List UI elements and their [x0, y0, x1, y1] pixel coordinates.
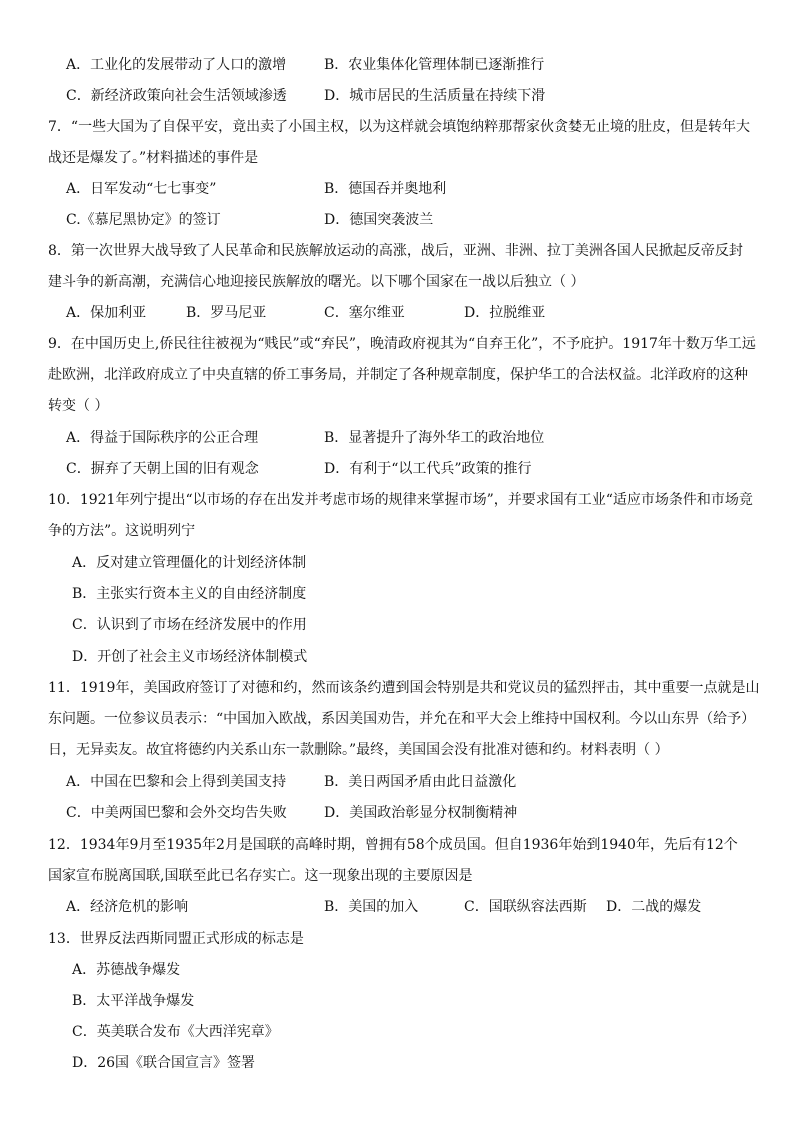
q10-option-d[interactable]: D．开创了社会主义市场经济体制模式 [72, 649, 308, 665]
q12-option-a[interactable]: A．经济危机的影响 [66, 899, 189, 915]
q7-option-a[interactable]: A．日军发动“七七事变” [66, 181, 217, 197]
q8-option-b[interactable]: B．罗马尼亚 [186, 305, 267, 321]
q10-stem-line-1: 10．1921年列宁提出“以市场的存在出发并考虑市场的规律来掌握市场”，并要求国有工业“适应市场条件和市场竞 [48, 492, 753, 508]
q7-stem-line-1: 7．“一些大国为了自保平安，竟出卖了小国主权，以为这样就会填饱纳粹那帮家伙贪婪无止境的肚皮，但是转年大 [48, 119, 751, 135]
q11-option-c[interactable]: C．中美两国巴黎和会外交均告失败 [66, 805, 287, 821]
q9-option-c[interactable]: C．摒弃了天朝上国的旧有观念 [66, 461, 259, 477]
q12-option-c[interactable]: C．国联纵容法西斯 [464, 899, 587, 915]
q13-option-b[interactable]: B．太平洋战争爆发 [72, 993, 195, 1009]
q11-option-b[interactable]: B．美日两国矛盾由此日益激化 [324, 774, 517, 790]
q13-option-c[interactable]: C．英美联合发布《大西洋宪章》 [72, 1024, 279, 1040]
q9-option-b[interactable]: B．显著提升了海外华工的政治地位 [324, 430, 545, 446]
q7-option-b[interactable]: B．德国吞并奥地利 [324, 181, 447, 197]
q6-option-c[interactable]: C．新经济政策向社会生活领域渗透 [66, 88, 287, 104]
q12-option-b[interactable]: B．美国的加入 [324, 899, 419, 915]
q11-stem-line-1: 11．1919年，美国政府签订了对德和约，然而该条约遭到国会特别是共和党议员的猛烈抨击，其中重要一点就是山 [48, 680, 760, 696]
q8-option-c[interactable]: C．塞尔维亚 [324, 305, 405, 321]
q9-option-d[interactable]: D．有利于“以工代兵”政策的推行 [324, 461, 532, 477]
q11-stem-line-3: 日，无异卖友。故宜将德约内关系山东一款删除。”最终，美国国会没有批准对德和约。材料表明（ ） [48, 742, 669, 758]
q7-option-d[interactable]: D．德国突袭波兰 [324, 212, 434, 228]
q11-stem-line-2: 东问题。一位参议员表示：“中国加入欧战，系因美国劝告，并允在和平大会上维持中国权利。今以山东畀（给予） [48, 711, 756, 727]
q6-option-a[interactable]: A．工业化的发展带动了人口的激增 [66, 57, 287, 73]
q12-stem-line-1: 12．1934年9月至1935年2月是国联的高峰时期，曾拥有58个成员国。但自1936年始到1940年，先后有12个 [48, 837, 738, 853]
q13-stem-line-1: 13．世界反法西斯同盟正式形成的标志是 [48, 931, 304, 947]
q9-stem-line-3: 转变（ ） [48, 398, 109, 414]
q11-option-d[interactable]: D．美国政治彰显分权制衡精神 [324, 805, 518, 821]
q8-stem-line-1: 8．第一次世界大战导致了人民革命和民族解放运动的高涨，战后，亚洲、非洲、拉丁美洲各国人民掀起反帝反封 [48, 243, 743, 259]
q6-option-b[interactable]: B．农业集体化管理体制已逐渐推行 [324, 57, 545, 73]
q10-option-c[interactable]: C．认识到了市场在经济发展中的作用 [72, 617, 307, 633]
q13-option-d[interactable]: D．26国《联合国宣言》签署 [72, 1055, 256, 1071]
q7-option-c[interactable]: C.《慕尼黑协定》的签订 [66, 212, 221, 228]
q8-stem-line-2: 建斗争的新高潮，充满信心地迎接民族解放的曙光。以下哪个国家在一战以后独立（ ） [48, 274, 585, 290]
q9-option-a[interactable]: A．得益于国际秩序的公正合理 [66, 430, 259, 446]
q9-stem-line-1: 9．在中国历史上,侨民往往被视为“贱民”或“弃民”，晚清政府视其为“自弃王化”，不予庇护。1917年十数万华工远 [48, 336, 756, 352]
q10-option-a[interactable]: A．反对建立管理僵化的计划经济体制 [72, 555, 307, 571]
q10-stem-line-2: 争的方法”。这说明列宁 [48, 523, 196, 539]
q7-stem-line-2: 战还是爆发了。”材料描述的事件是 [48, 150, 259, 166]
q12-option-d[interactable]: D．二战的爆发 [606, 899, 702, 915]
q11-option-a[interactable]: A．中国在巴黎和会上得到美国支持 [66, 774, 287, 790]
q8-option-a[interactable]: A．保加利亚 [66, 305, 147, 321]
q13-option-a[interactable]: A．苏德战争爆发 [72, 962, 181, 978]
q6-option-d[interactable]: D．城市居民的生活质量在持续下滑 [324, 88, 546, 104]
q9-stem-line-2: 赴欧洲，北洋政府成立了中央直辖的侨工事务局，并制定了各种规章制度，保护华工的合法权益。北洋政府的这种 [48, 367, 748, 383]
q8-option-d[interactable]: D．拉脱维亚 [464, 305, 546, 321]
q10-option-b[interactable]: B．主张实行资本主义的自由经济制度 [72, 586, 307, 602]
q12-stem-line-2: 国家宣布脱离国联,国联至此已名存实亡。这一现象出现的主要原因是 [48, 868, 473, 884]
